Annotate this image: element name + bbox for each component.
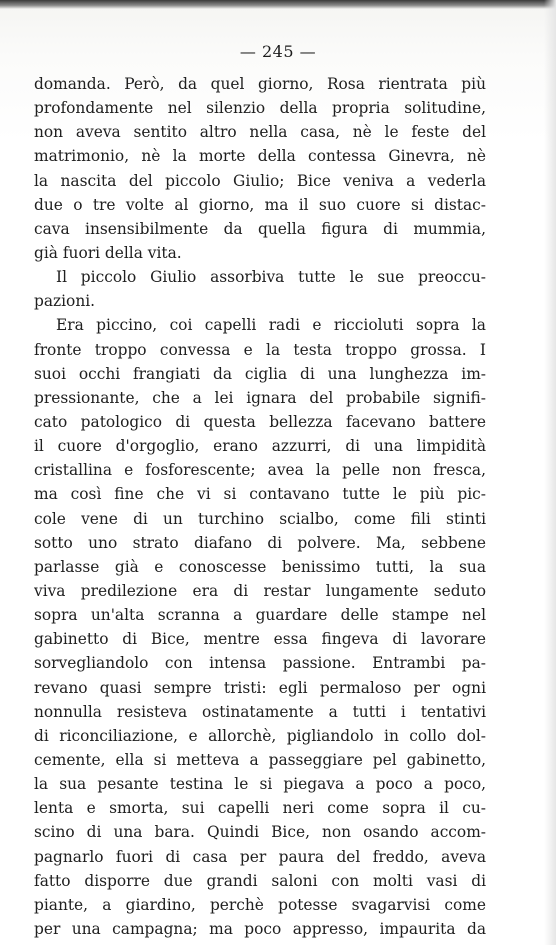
text-line: cristallina e fosforescente; avea la pelle non fresca, <box>34 461 486 480</box>
text-line: Era piccino, coi capelli radi e riccioluti sopra la <box>56 316 486 335</box>
text-line: viva predilezione era di restar lungamente seduto <box>34 581 486 600</box>
text-line: sotto uno strato diafano di polvere. Ma, sebbene <box>34 533 486 552</box>
text-line: la sua pesante testina le si piegava a poco a poco, <box>34 775 486 794</box>
text-line: cole vene di un turchino scialbo, come fili stinti <box>34 509 486 528</box>
text-line: sopra un'alta scranna a guardare delle stampe nel <box>34 606 486 625</box>
text-line: fatto disporre due grandi saloni con molti vasi di <box>34 871 486 890</box>
text-line: il cuore d'orgoglio, erano azzurri, di una limpidità <box>34 437 486 456</box>
body-text <box>34 72 486 941</box>
text-line: di riconciliazione, e allorchè, pigliandolo in collo dol- <box>34 726 486 745</box>
text-line: matrimonio, nè la morte della contessa Ginevra, nè <box>34 147 486 166</box>
text-line: cemente, ella si metteva a passeggiare pel gabinetto, <box>34 750 486 769</box>
text-line: pazioni. <box>34 292 96 311</box>
text-line: scino di una bara. Quindi Bice, non osando accom- <box>34 823 486 842</box>
text-line: gabinetto di Bice, mentre essa fingeva di lavorare <box>34 630 486 649</box>
text-line: cato patologico di questa bellezza facevano battere <box>34 412 486 431</box>
text-line: cava insensibilmente da quella figura di mummia, <box>34 219 486 238</box>
text-line: due o tre volte al giorno, ma il suo cuore si distac- <box>34 195 486 214</box>
text-line: non aveva sentito altro nella casa, nè le feste del <box>34 123 486 142</box>
text-line: nonnulla resisteva ostinatamente a tutti i tentativi <box>34 702 486 721</box>
text-line: per una campagna; ma poco appresso, impaurita da <box>34 919 486 938</box>
text-line: revano quasi sempre tristi: egli permaloso per ogni <box>34 678 486 697</box>
text-line: pagnarlo fuori di casa per paura del freddo, aveva <box>34 847 486 866</box>
text-line: sorvegliandolo con intensa passione. Entrambi pa- <box>34 654 486 673</box>
page-right-edge <box>544 0 556 945</box>
text-line: parlasse già e conoscesse benissimo tutti, la sua <box>34 557 486 576</box>
text-line: lenta e smorta, sui capelli neri come sopra il cu- <box>34 799 486 818</box>
text-line: fronte troppo convessa e la testa troppo grossa. I <box>34 340 486 359</box>
page-top-edge <box>0 0 556 9</box>
text-line: la nascita del piccolo Giulio; Bice veniva a vederla <box>34 171 486 190</box>
page-number: — 245 — <box>239 42 317 61</box>
text-line: profondamente nel silenzio della propria solitudine, <box>34 99 486 118</box>
text-line: piante, a giardino, perchè potesse svagarvisi come <box>34 895 486 914</box>
text-line: Il piccolo Giulio assorbiva tutte le sue preoccu- <box>56 268 486 287</box>
text-line: pressionante, che a lei ignara del probabile signifi- <box>34 388 486 407</box>
text-line: già fuori della vita. <box>34 243 182 262</box>
text-line: ma così fine che vi si contavano tutte le più pic- <box>34 485 486 504</box>
text-line: domanda. Però, da quel giorno, Rosa rientrata più <box>34 75 486 93</box>
text-line: suoi occhi frangiati da ciglia di una lunghezza im- <box>34 364 486 383</box>
